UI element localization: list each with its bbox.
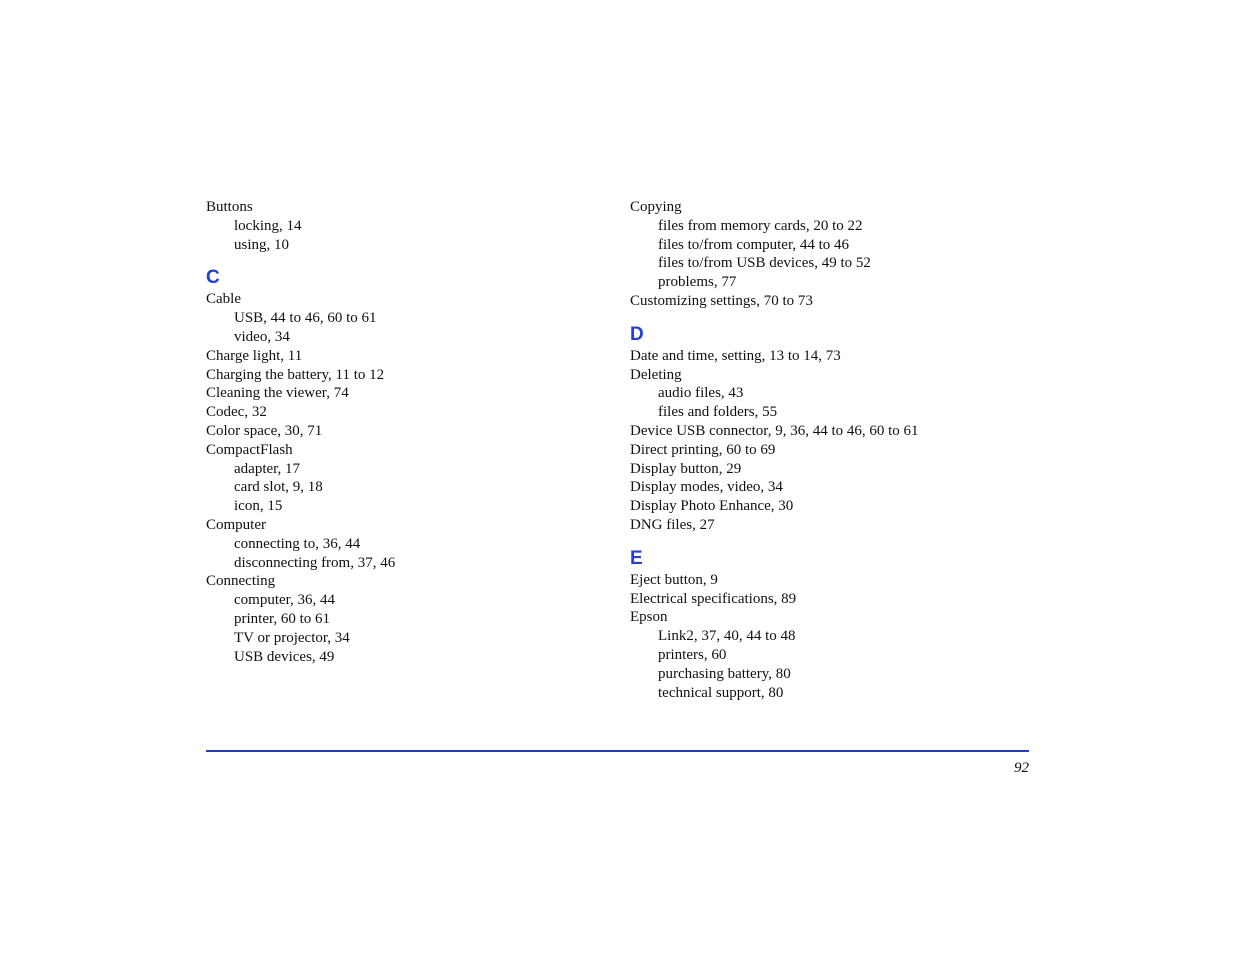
index-subentry: printer, 60 to 61 (234, 610, 331, 627)
index-entry: Direct printing, 60 to 69 (630, 441, 776, 458)
index-entry: Connecting (206, 573, 276, 590)
index-subentry: purchasing battery, 80 (658, 665, 791, 682)
index-subentry: locking, 14 (234, 217, 302, 234)
footer-rule (206, 750, 1029, 752)
index-section-letter: C (206, 267, 220, 289)
index-entry: Epson (630, 609, 668, 626)
index-section-letter: D (630, 323, 644, 345)
index-entry: Eject button, 9 (630, 571, 718, 588)
index-column-right (630, 198, 1050, 702)
index-subentry: computer, 36, 44 (234, 592, 336, 609)
index-entry: Display Photo Enhance, 30 (630, 498, 794, 515)
index-entry: Deleting (630, 366, 682, 383)
index-entry: Charge light, 11 (206, 347, 303, 364)
index-subentry: connecting to, 36, 44 (234, 535, 361, 552)
index-subentry: adapter, 17 (234, 460, 301, 477)
index-entry: Display button, 29 (630, 460, 742, 477)
index-subentry: Link2, 37, 40, 44 to 48 (658, 628, 796, 645)
index-entry: Display modes, video, 34 (630, 479, 783, 496)
index-entry: Copying (630, 199, 682, 215)
index-subentry: problems, 77 (658, 274, 737, 291)
index-subentry: video, 34 (234, 328, 290, 345)
index-entry: Date and time, setting, 13 to 14, 73 (630, 347, 841, 364)
index-entry: Device USB connector, 9, 36, 44 to 46, 60 to 61 (630, 422, 919, 439)
index-subentry: TV or projector, 34 (234, 629, 350, 646)
index-subentry: USB, 44 to 46, 60 to 61 (234, 310, 377, 327)
index-column-left (206, 198, 606, 666)
index-entry: Charging the battery, 11 to 12 (206, 366, 385, 383)
index-subentry: files and folders, 55 (658, 404, 778, 421)
index-entry: CompactFlash (206, 441, 293, 458)
index-entry: Electrical specifications, 89 (630, 590, 797, 607)
index-subentry: card slot, 9, 18 (234, 479, 323, 496)
index-entry: Computer (206, 516, 266, 533)
page-number: 92 (1014, 760, 1029, 776)
index-entry: Cleaning the viewer, 74 (206, 385, 349, 402)
index-subentry: printers, 60 (658, 646, 727, 663)
index-entry: DNG files, 27 (630, 516, 715, 533)
index-subentry: USB devices, 49 (234, 648, 335, 665)
index-section-letter: E (630, 547, 643, 569)
index-subentry: technical support, 80 (658, 684, 784, 701)
index-entry: Codec, 32 (206, 404, 267, 421)
index-subentry: audio files, 43 (658, 385, 744, 402)
index-subentry: disconnecting from, 37, 46 (234, 554, 396, 571)
index-subentry: icon, 15 (234, 498, 283, 515)
index-subentry: files to/from computer, 44 to 46 (658, 236, 850, 253)
index-entry: Color space, 30, 71 (206, 422, 323, 439)
index-entry: Customizing settings, 70 to 73 (630, 292, 813, 309)
index-entry: Cable (206, 291, 241, 308)
index-entry: Buttons (206, 199, 253, 215)
index-subentry: files from memory cards, 20 to 22 (658, 217, 863, 234)
index-subentry: using, 10 (234, 236, 290, 253)
index-subentry: files to/from USB devices, 49 to 52 (658, 255, 871, 272)
